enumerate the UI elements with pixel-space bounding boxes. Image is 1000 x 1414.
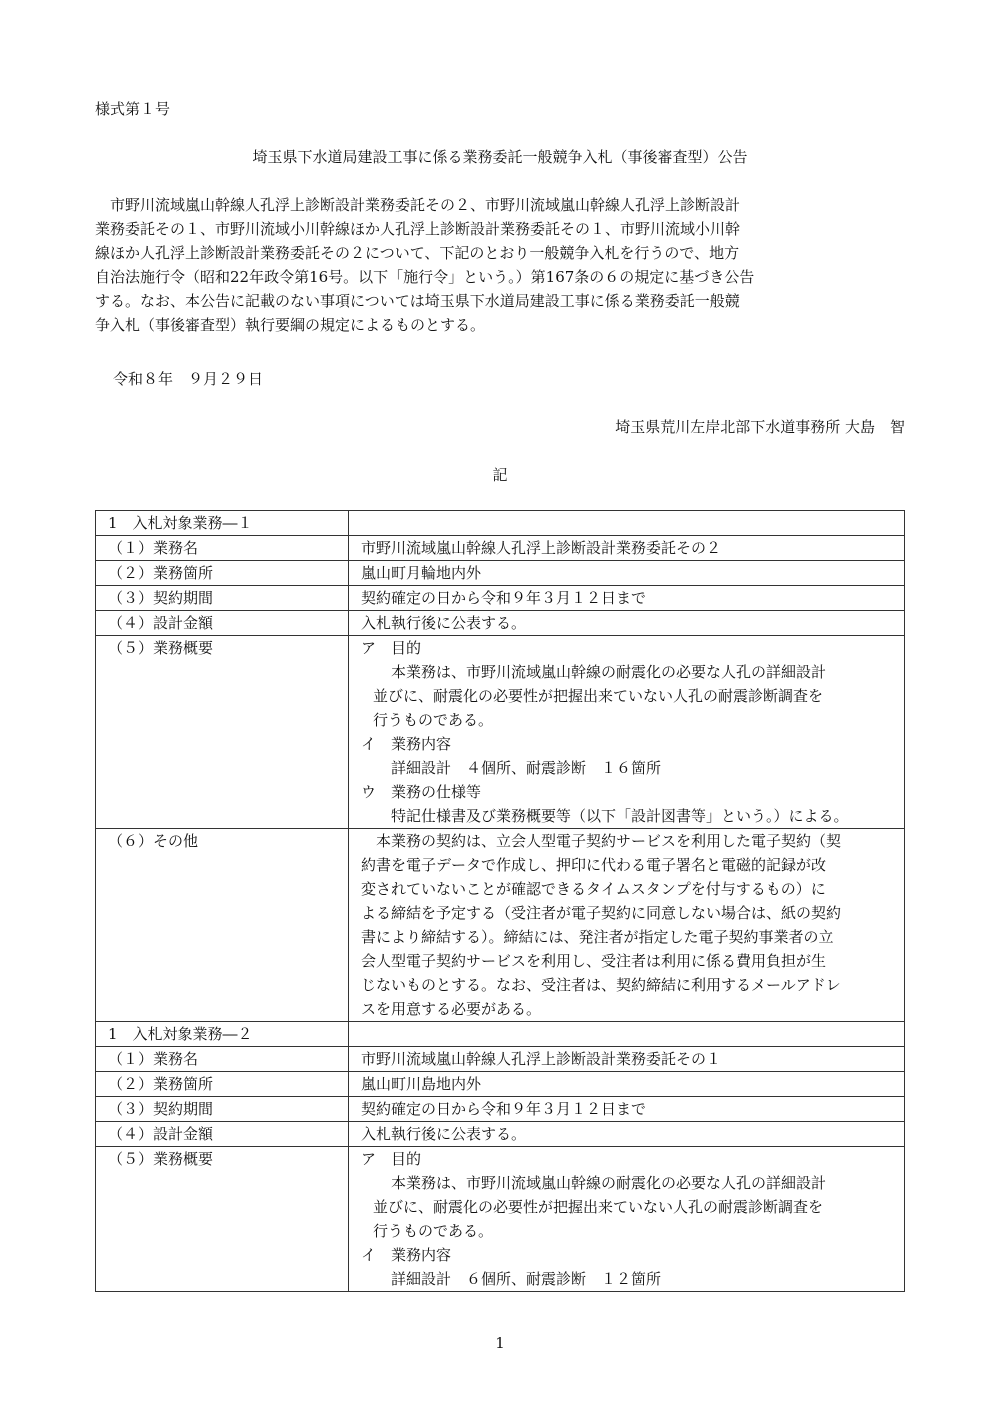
intro-line: 業務委託その１、市野川流域小川幹線ほか人孔浮上診断設計業務委託その１、市野川流域小川幹 bbox=[95, 220, 741, 238]
other-text: 変されていないことが確認できるタイムスタンプを付与するもの）に bbox=[361, 880, 826, 898]
row-value: 嵐山町川島地内外 bbox=[349, 1072, 905, 1097]
intro-line: 争入札（事後審査型）執行要綱の規定によるものとする。 bbox=[95, 316, 486, 334]
table-row bbox=[96, 586, 905, 611]
table-row bbox=[96, 511, 905, 536]
intro-line: 自治法施行令（昭和22年政令第16号。以下「施行令」という。）第167条の６の規定に基づき公告 bbox=[95, 268, 755, 286]
summary-text: 本業務は、市野川流域嵐山幹線の耐震化の必要な人孔の詳細設計 bbox=[391, 663, 827, 681]
table-row bbox=[96, 829, 905, 1022]
row-label: （５）業務概要 bbox=[96, 1147, 349, 1292]
row-value: 契約確定の日から令和９年３月１２日まで bbox=[349, 1097, 905, 1122]
row-value: 契約確定の日から令和９年３月１２日まで bbox=[349, 586, 905, 611]
issuer-name: 埼玉県荒川左岸北部下水道事務所 大島 智 bbox=[615, 418, 905, 436]
intro-line: する。なお、本公告に記載のない事項については埼玉県下水道局建設工事に係る業務委託一般競 bbox=[95, 292, 740, 310]
section-heading: 1 入札対象業務―２ bbox=[96, 1022, 349, 1047]
row-label: （２）業務箇所 bbox=[96, 561, 349, 586]
row-label: （２）業務箇所 bbox=[96, 1072, 349, 1097]
row-label: （３）契約期間 bbox=[96, 1097, 349, 1122]
summary-heading: イ 業務内容 bbox=[361, 1246, 452, 1264]
summary-text: 詳細設計 ６個所、耐震診断 １２箇所 bbox=[391, 1270, 662, 1288]
ki-heading: 記 bbox=[492, 466, 508, 484]
table-row bbox=[96, 1072, 905, 1097]
summary-heading: ア 目的 bbox=[361, 639, 422, 657]
table-row bbox=[96, 611, 905, 636]
table-row bbox=[96, 561, 905, 586]
other-text: 書により締結する）。締結には、発注者が指定した電子契約事業者の立 bbox=[361, 928, 834, 946]
other-text: 会人型電子契約サービスを利用し、受注者は利用に係る費用負担が生 bbox=[361, 952, 827, 970]
intro-line: 市野川流域嵐山幹線人孔浮上診断設計業務委託その２、市野川流域嵐山幹線人孔浮上診断設計 bbox=[95, 196, 741, 214]
summary-text: 詳細設計 ４個所、耐震診断 １６箇所 bbox=[391, 759, 662, 777]
table-row bbox=[96, 1047, 905, 1072]
table-row bbox=[96, 536, 905, 561]
details-table bbox=[95, 510, 905, 1292]
summary-heading: イ 業務内容 bbox=[361, 735, 452, 753]
summary-heading: ア 目的 bbox=[361, 1150, 422, 1168]
row-label: （１）業務名 bbox=[96, 1047, 349, 1072]
table-row bbox=[96, 1147, 905, 1292]
document-title: 埼玉県下水道局建設工事に係る業務委託一般競争入札（事後審査型）公告 bbox=[252, 148, 748, 166]
row-label: （５）業務概要 bbox=[96, 636, 349, 829]
row-value bbox=[349, 829, 905, 1022]
summary-text: 並びに、耐震化の必要性が把握出来ていない人孔の耐震診断調査を bbox=[373, 1198, 824, 1216]
announcement-date: 令和８年 ９月２９日 bbox=[113, 370, 264, 388]
row-value: 入札執行後に公表する。 bbox=[349, 611, 905, 636]
intro-line: 線ほか人孔浮上診断設計業務委託その２について、下記のとおり一般競争入札を行うので、地方 bbox=[95, 244, 740, 262]
other-text: じないものとする。なお、受注者は、契約締結に利用するメールアドレ bbox=[361, 976, 841, 994]
form-number: 様式第１号 bbox=[95, 100, 171, 118]
summary-text: 行うものである。 bbox=[373, 1222, 494, 1240]
row-value bbox=[349, 636, 905, 829]
other-text: 本業務の契約は、立会人型電子契約サービスを利用した電子契約（契 bbox=[361, 832, 842, 850]
row-label: （１）業務名 bbox=[96, 536, 349, 561]
row-value: 入札執行後に公表する。 bbox=[349, 1122, 905, 1147]
table-row bbox=[96, 1022, 905, 1047]
row-label: （６）その他 bbox=[96, 829, 349, 1022]
row-value: 市野川流域嵐山幹線人孔浮上診断設計業務委託その２ bbox=[349, 536, 905, 561]
empty-cell bbox=[349, 1022, 905, 1047]
summary-heading: ウ 業務の仕様等 bbox=[361, 783, 482, 801]
summary-text: 並びに、耐震化の必要性が把握出来ていない人孔の耐震診断調査を bbox=[373, 687, 824, 705]
summary-text: 行うものである。 bbox=[373, 711, 494, 729]
other-text: よる締結を予定する（受注者が電子契約に同意しない場合は、紙の契約 bbox=[361, 904, 842, 922]
empty-cell bbox=[349, 511, 905, 536]
section-heading: 1 入札対象業務―１ bbox=[96, 511, 349, 536]
summary-text: 本業務は、市野川流域嵐山幹線の耐震化の必要な人孔の詳細設計 bbox=[391, 1174, 827, 1192]
row-value: 嵐山町月輪地内外 bbox=[349, 561, 905, 586]
row-value bbox=[349, 1147, 905, 1292]
other-text: 約書を電子データで作成し、押印に代わる電子署名と電磁的記録が改 bbox=[361, 856, 827, 874]
summary-text: 特記仕様書及び業務概要等（以下「設計図書等」という。）による。 bbox=[391, 807, 849, 825]
other-text: スを用意する必要がある。 bbox=[361, 1000, 542, 1018]
row-value: 市野川流域嵐山幹線人孔浮上診断設計業務委託その１ bbox=[349, 1047, 905, 1072]
page-number: 1 bbox=[495, 1334, 505, 1352]
row-label: （４）設計金額 bbox=[96, 1122, 349, 1147]
table-row bbox=[96, 636, 905, 829]
row-label: （３）契約期間 bbox=[96, 586, 349, 611]
row-label: （４）設計金額 bbox=[96, 611, 349, 636]
table-row bbox=[96, 1122, 905, 1147]
table-row bbox=[96, 1097, 905, 1122]
